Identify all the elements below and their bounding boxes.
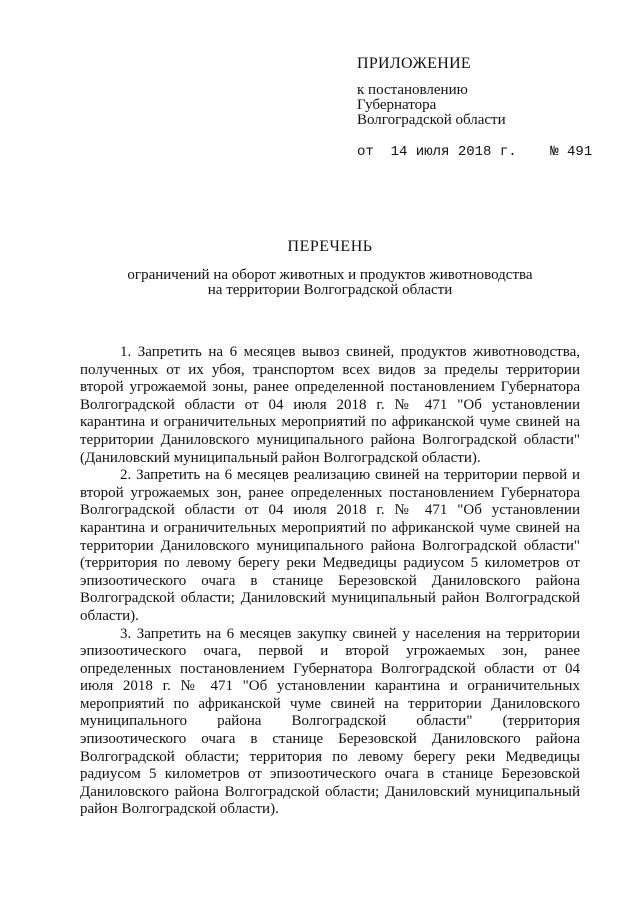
appendix-line-3: Волгоградской области	[357, 112, 506, 128]
appendix-line-1: к постановлению	[357, 82, 468, 98]
paragraph-1: 1. Запретить на 6 месяцев вывоз свиней, продуктов животноводства, полученных от их убоя, транспортом всех видов за пределы территории второй угрожаемой зоны, ранее определенной постановлением Губернатора Волгоградской области от 04 июля 2018 г. № 471 "Об установлении карантина и ограничительных мероприятий по африканской чуме свиней на территории Даниловского муниципального района Волгоградской области" (Даниловский муниципальный район Волгоградской области).	[80, 344, 580, 466]
document-heading	[70, 238, 590, 298]
heading-subtitle-line-1: ограничений на оборот животных и продуктов животноводства	[127, 267, 533, 283]
heading-subtitle-line-2: на территории Волгоградской области	[207, 282, 453, 298]
appendix-line-2: Губернатора	[357, 97, 437, 113]
document-body	[80, 344, 580, 819]
appendix-date-number: от 14 июля 2018 г. № 491	[357, 144, 593, 160]
paragraph-2: 2. Запретить на 6 месяцев реализацию свиней на территории первой и второй угрожаемых зон, ранее определенных постановлением Губернатора Волгоградской области от 04 июля 2018 г. № 471 "Об установлении карантина и ограничительных мероприятий по африканской чуме свиней на территории Даниловского муниципального района Волгоградской области" (территория по левому берегу реки Медведицы радиусом 5 километров от эпизоотического очага в станице Березовской Даниловского района Волгоградской области; Даниловский муниципальный район Волгоградской области).	[80, 467, 580, 624]
appendix-block	[357, 56, 592, 160]
paragraph-3: 3. Запретить на 6 месяцев закупку свиней у населения на территории эпизоотического очага, первой и второй угрожаемых зон, ранее определенных постановлением Губернатора Волгоградской области от 04 июля 2018 г. № 471 "Об установлении карантина и ограничительных мероприятий по африканской чуме свиней на территории Даниловского муниципального района Волгоградской области" (территория эпизоотического очага в станице Березовской Даниловского района Волгоградской области; территория по левому берегу реки Медведицы радиусом 5 километров от эпизоотического очага в станице Березовской Даниловского района Волгоградской области; Даниловский муниципальный район Волгоградской области).	[80, 625, 580, 818]
heading-title: ПЕРЕЧЕНЬ	[287, 238, 373, 255]
appendix-title: ПРИЛОЖЕНИЕ	[357, 55, 472, 72]
